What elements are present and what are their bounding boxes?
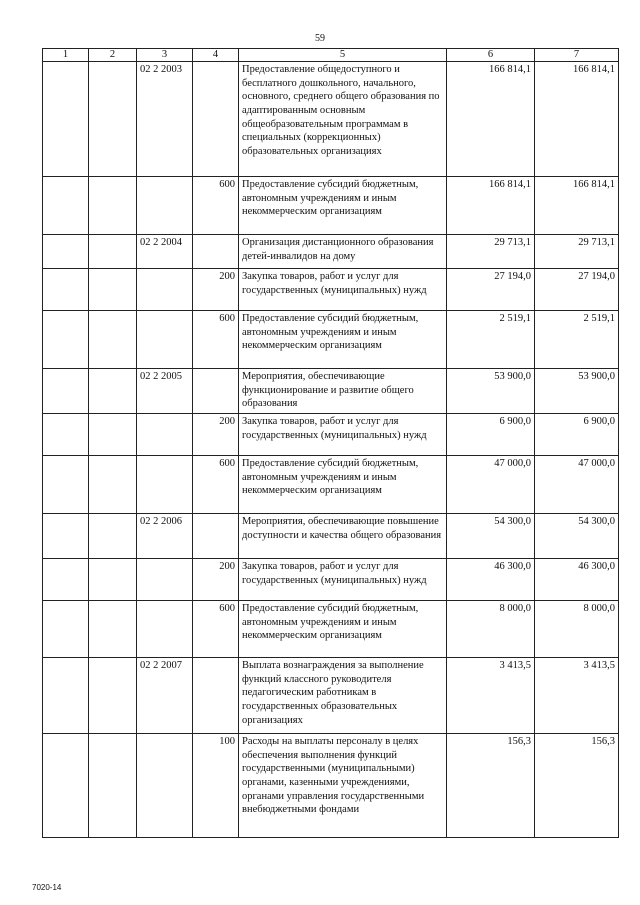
table-row	[43, 414, 619, 456]
target-code: 02 2 2004	[137, 235, 193, 269]
target-code	[137, 311, 193, 369]
item-name: Мероприятия, обеспечивающие функционирование и развитие общего образования	[239, 369, 447, 414]
table-row	[43, 456, 619, 514]
amount-col6: 156,3	[447, 734, 535, 838]
expense-type: 600	[193, 311, 239, 369]
amount-col6: 6 900,0	[447, 414, 535, 456]
table-row	[43, 734, 619, 838]
item-name: Закупка товаров, работ и услуг для государственных (муниципальных) нужд	[239, 414, 447, 456]
target-code	[137, 269, 193, 311]
item-name: Закупка товаров, работ и услуг для государственных (муниципальных) нужд	[239, 269, 447, 311]
budget-table	[42, 48, 619, 838]
page-number: 59	[315, 33, 325, 44]
table-row	[43, 369, 619, 414]
expense-type: 200	[193, 559, 239, 601]
expense-type: 200	[193, 414, 239, 456]
item-name: Закупка товаров, работ и услуг для государственных (муниципальных) нужд	[239, 559, 447, 601]
expense-type: 600	[193, 177, 239, 235]
amount-col6: 53 900,0	[447, 369, 535, 414]
table-row	[43, 311, 619, 369]
amount-col6: 54 300,0	[447, 514, 535, 559]
table-row	[43, 658, 619, 734]
amount-col7: 46 300,0	[535, 559, 619, 601]
target-code	[137, 456, 193, 514]
amount-col6: 47 000,0	[447, 456, 535, 514]
item-name: Предоставление субсидий бюджетным, автономным учреждениям и иным некоммерческим организациям	[239, 311, 447, 369]
item-name: Выплата вознаграждения за выполнение функций классного руководителя педагогическим работникам в государственных образовательных организациях	[239, 658, 447, 734]
table-row	[43, 269, 619, 311]
target-code	[137, 734, 193, 838]
table-row	[43, 177, 619, 235]
expense-type	[193, 514, 239, 559]
expense-type: 200	[193, 269, 239, 311]
target-code	[137, 601, 193, 658]
column-header: 1	[43, 49, 89, 62]
target-code: 02 2 2006	[137, 514, 193, 559]
column-header: 5	[239, 49, 447, 62]
amount-col6: 3 413,5	[447, 658, 535, 734]
amount-col6: 166 814,1	[447, 62, 535, 177]
table-row	[43, 514, 619, 559]
table-row	[43, 235, 619, 269]
amount-col6: 46 300,0	[447, 559, 535, 601]
amount-col7: 27 194,0	[535, 269, 619, 311]
target-code: 02 2 2003	[137, 62, 193, 177]
expense-type: 600	[193, 601, 239, 658]
table-row	[43, 559, 619, 601]
amount-col7: 29 713,1	[535, 235, 619, 269]
column-header: 7	[535, 49, 619, 62]
expense-type	[193, 369, 239, 414]
amount-col6: 8 000,0	[447, 601, 535, 658]
amount-col7: 166 814,1	[535, 177, 619, 235]
target-code	[137, 414, 193, 456]
document-code: 7020-14	[32, 883, 62, 892]
amount-col7: 8 000,0	[535, 601, 619, 658]
item-name: Предоставление субсидий бюджетным, автономным учреждениям и иным некоммерческим организациям	[239, 177, 447, 235]
expense-type	[193, 235, 239, 269]
item-name: Мероприятия, обеспечивающие повышение доступности и качества общего образования	[239, 514, 447, 559]
amount-col7: 156,3	[535, 734, 619, 838]
column-header: 4	[193, 49, 239, 62]
column-header: 6	[447, 49, 535, 62]
amount-col7: 166 814,1	[535, 62, 619, 177]
amount-col7: 2 519,1	[535, 311, 619, 369]
amount-col7: 54 300,0	[535, 514, 619, 559]
expense-type: 600	[193, 456, 239, 514]
amount-col7: 3 413,5	[535, 658, 619, 734]
item-name: Предоставление субсидий бюджетным, автономным учреждениям и иным некоммерческим организациям	[239, 601, 447, 658]
column-header: 3	[137, 49, 193, 62]
target-code	[137, 559, 193, 601]
table-row	[43, 601, 619, 658]
item-name: Предоставление общедоступного и бесплатного дошкольного, начального, основного, среднего общего образования по адаптированным основным общеобразовательным программам в специальных (коррекционных) образовательных организациях	[239, 62, 447, 177]
table-row	[43, 62, 619, 177]
amount-col7: 53 900,0	[535, 369, 619, 414]
amount-col7: 6 900,0	[535, 414, 619, 456]
amount-col6: 166 814,1	[447, 177, 535, 235]
target-code: 02 2 2007	[137, 658, 193, 734]
item-name: Расходы на выплаты персоналу в целях обеспечения выполнения функций государственными (муниципальными) органами, казенными учреждениями, органами управления государственными внебюджетными фондами	[239, 734, 447, 838]
expense-type	[193, 62, 239, 177]
amount-col6: 27 194,0	[447, 269, 535, 311]
column-header: 2	[89, 49, 137, 62]
target-code	[137, 177, 193, 235]
item-name: Организация дистанционного образования детей-инвалидов на дому	[239, 235, 447, 269]
expense-type	[193, 658, 239, 734]
amount-col6: 2 519,1	[447, 311, 535, 369]
item-name: Предоставление субсидий бюджетным, автономным учреждениям и иным некоммерческим организациям	[239, 456, 447, 514]
target-code: 02 2 2005	[137, 369, 193, 414]
amount-col6: 29 713,1	[447, 235, 535, 269]
table-header-row	[43, 49, 619, 62]
amount-col7: 47 000,0	[535, 456, 619, 514]
expense-type: 100	[193, 734, 239, 838]
